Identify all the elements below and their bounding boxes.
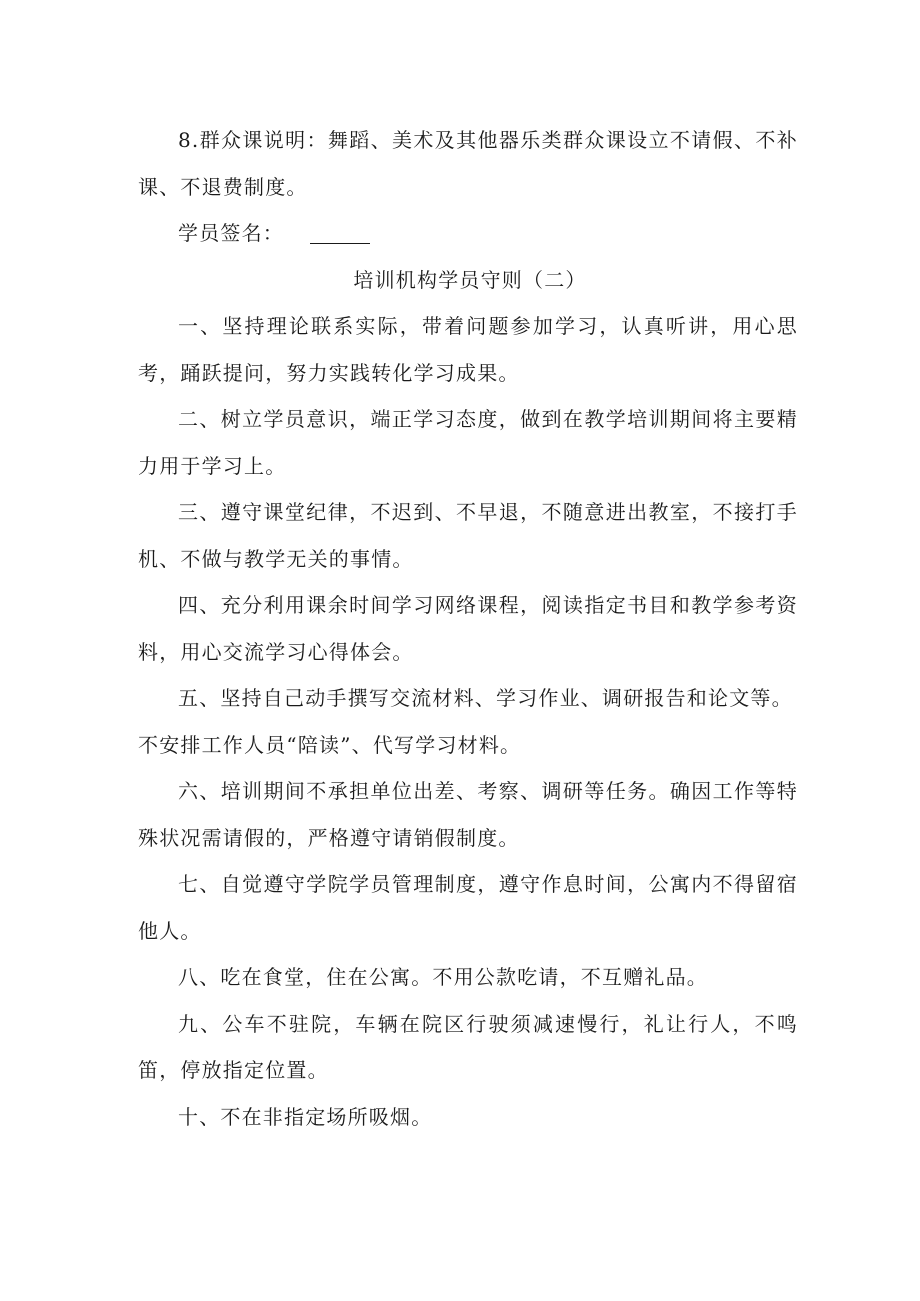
rule-2: 二、树立学员意识，端正学习态度，做到在教学培训期间将主要精力用于学习上。 bbox=[138, 407, 798, 478]
paragraph-group-class-note: 8.群众课说明：舞蹈、美术及其他器乐类群众课设立不请假、不补课、不退费制度。 bbox=[138, 128, 798, 199]
rule-4: 四、充分利用课余时间学习网络课程，阅读指定书目和教学参考资料，用心交流学习心得体会。 bbox=[138, 593, 798, 664]
rule-1: 一、坚持理论联系实际，带着问题参加学习，认真听讲，用心思考，踊跃提问，努力实践转化学习成果。 bbox=[138, 314, 798, 385]
rule-7: 七、自觉遵守学院学员管理制度，遵守作息时间，公寓内不得留宿他人。 bbox=[138, 872, 798, 943]
rule-8: 八、吃在食堂，住在公寓。不用公款吃请，不互赠礼品。 bbox=[178, 965, 708, 989]
rule-5-continued: 不安排工作人员“陪读”、代写学习材料。 bbox=[138, 732, 522, 757]
signature-label: 学员签名： bbox=[178, 221, 284, 245]
rule-6: 六、培训期间不承担单位出差、考察、调研等任务。确因工作等特殊状况需请假的，严格遵守请销假制度。 bbox=[138, 779, 798, 850]
signature-blank-line[interactable] bbox=[310, 221, 370, 244]
signature-row bbox=[138, 210, 798, 257]
rule-10: 十、不在非指定场所吸烟。 bbox=[178, 1104, 433, 1129]
document-title: 培训机构学员守则（二） bbox=[353, 267, 587, 292]
document-page bbox=[138, 117, 798, 1140]
rule-3: 三、遵守课堂纪律，不迟到、不早退，不随意进出教室，不接打手机、不做与教学无关的事情。 bbox=[138, 500, 798, 571]
rule-5: 五、坚持自己动手撰写交流材料、学习作业、调研报告和论文等。 bbox=[178, 686, 793, 710]
rule-9: 九、公车不驻院，车辆在院区行驶须减速慢行，礼让行人，不鸣笛，停放指定位置。 bbox=[138, 1011, 798, 1082]
